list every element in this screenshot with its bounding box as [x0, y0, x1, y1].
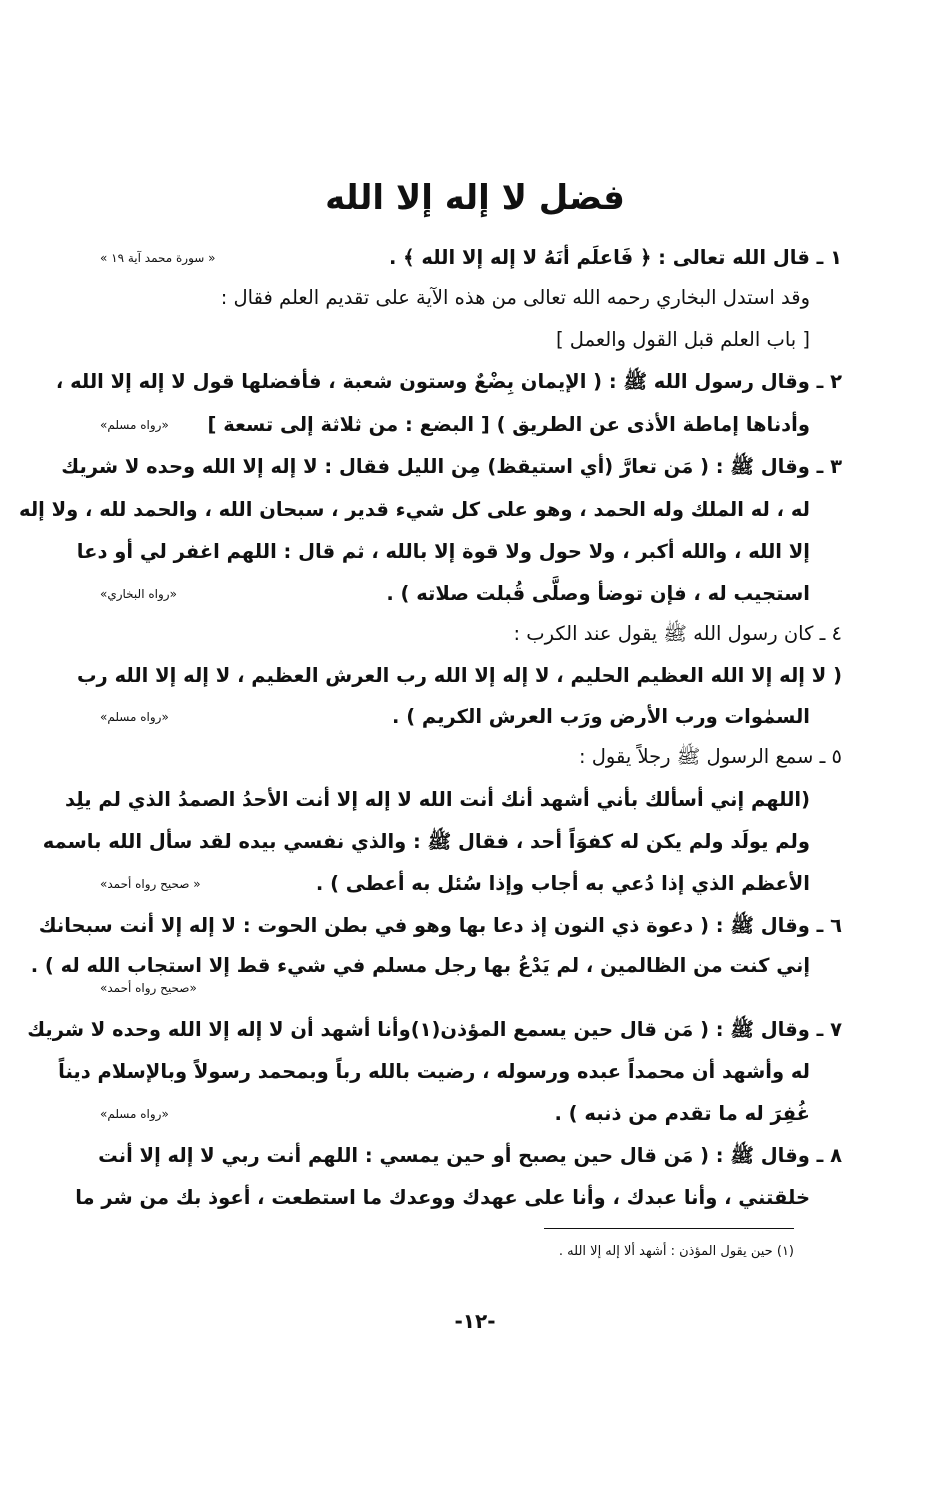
footnote-divider — [544, 1228, 794, 1229]
text-line-23: خلقتني ، وأنا عبدك ، وأنا على عهدك ووعدك ما استطعت ، أعوذ بك من شر ما — [75, 1186, 810, 1209]
text-line-22: ٨ ـ وقال ﷺ : ( مَن قال حين يصبح أو حين يمسي : اللهم أنت ربي لا إله إلا أنت — [98, 1144, 842, 1167]
text-line-12: السمٰوات ورب الأرض ورَب العرش الكريم ) . — [392, 705, 810, 728]
footnote: (١) حين يقول المؤذن : أشهد ألا إله إلا الله . — [558, 1244, 794, 1259]
text-line-14: (اللهم إني أسألك بأني أشهد أنك أنت الله لا إله إلا أنت الأحدُ الصمدُ الذي لم يلِد — [65, 788, 810, 811]
source-citation-12: «رواه مسلم» — [100, 710, 169, 724]
text-line-2: وقد استدل البخاري رحمه الله تعالى من هذه الآية على تقديم العلم فقال : — [220, 286, 810, 309]
source-citation-9: «رواه البخاري» — [100, 587, 177, 601]
text-line-11: ( لا إله إلا الله العظيم الحليم ، لا إله إلا الله رب العرش العظيم ، لا إله إلا الله رب — [76, 664, 842, 687]
text-line-1: ١ ـ قال الله تعالى : ﴿ فَاعلَم أنَهُ لا إله إلا الله ﴾ . — [388, 246, 842, 269]
text-line-7: له ، له الملك وله الحمد ، وهو على كل شيء قدير ، سبحان الله ، والحمد لله ، ولا إله — [19, 498, 810, 521]
source-citation-1: « سورة محمد آية ١٩ » — [100, 251, 216, 265]
text-line-16: الأعظم الذي إذا دُعي به أجاب وإذا سُئل به أعطى ) . — [315, 872, 810, 895]
source-citation-16: « صحيح رواه أحمد» — [100, 877, 201, 891]
page-title: فضل لا إله إلا الله — [325, 178, 625, 218]
text-line-21: غُفِرَ له ما تقدم من ذنبه ) . — [554, 1102, 810, 1125]
text-line-18: إني كنت من الظالمين ، لم يَدْعُ بها رجل مسلم في شيء قط إلا استجاب الله له ) . — [30, 954, 810, 977]
text-line-5: وأدناها إماطة الأذى عن الطريق ) [ البضع : من ثلاثة إلى تسعة ] — [207, 413, 810, 436]
text-line-17: ٦ ـ وقال ﷺ : ( دعوة ذي النون إذ دعا بها وهو في بطن الحوت : لا إله إلا أنت سبحانك — [38, 914, 842, 937]
text-line-13: ٥ ـ سمع الرسول ﷺ رجلاً يقول : — [578, 745, 842, 768]
page-number: -١٢- — [454, 1309, 496, 1333]
text-line-6: ٣ ـ وقال ﷺ : ( مَن تعارَّ (أي استيقظ) مِن الليل فقال : لا إله إلا الله وحده لا شريك — [61, 455, 842, 478]
text-line-3: [ باب العلم قبل القول والعمل ] — [556, 328, 810, 351]
text-line-4: ٢ ـ وقال رسول الله ﷺ : ( الإيمان بِضْعٌ وستون شعبة ، فأفضلها قول لا إله إلا الله ، — [55, 370, 842, 393]
text-line-15: ولم يولَد ولم يكن له كفوَاً أحد ، فقال ﷺ : والذي نفسي بيده لقد سأل الله باسمه — [42, 830, 810, 853]
source-citation-18: «صحيح رواه أحمد» — [100, 981, 197, 995]
text-line-19: ٧ ـ وقال ﷺ : ( مَن قال حين يسمع المؤذن(١)وأنا أشهد أن لا إله إلا الله وحده لا شريك — [27, 1018, 842, 1041]
source-citation-21: «رواه مسلم» — [100, 1107, 169, 1121]
text-line-9: استجيب له ، فإن توضأ وصلَّى قُبلت صلاته ) . — [386, 582, 810, 605]
text-line-8: إلا الله ، والله أكبر ، ولا حول ولا قوة إلا بالله ، ثم قال : اللهم اغفر لي أو دعا — [76, 540, 810, 563]
text-line-20: له وأشهد أن محمداً عبده ورسوله ، رضيت بالله رباً وبمحمد رسولاً وبالإسلام ديناً — [58, 1060, 810, 1083]
source-citation-5: «رواه مسلم» — [100, 418, 169, 432]
text-line-10: ٤ ـ كان رسول الله ﷺ يقول عند الكرب : — [513, 622, 842, 645]
